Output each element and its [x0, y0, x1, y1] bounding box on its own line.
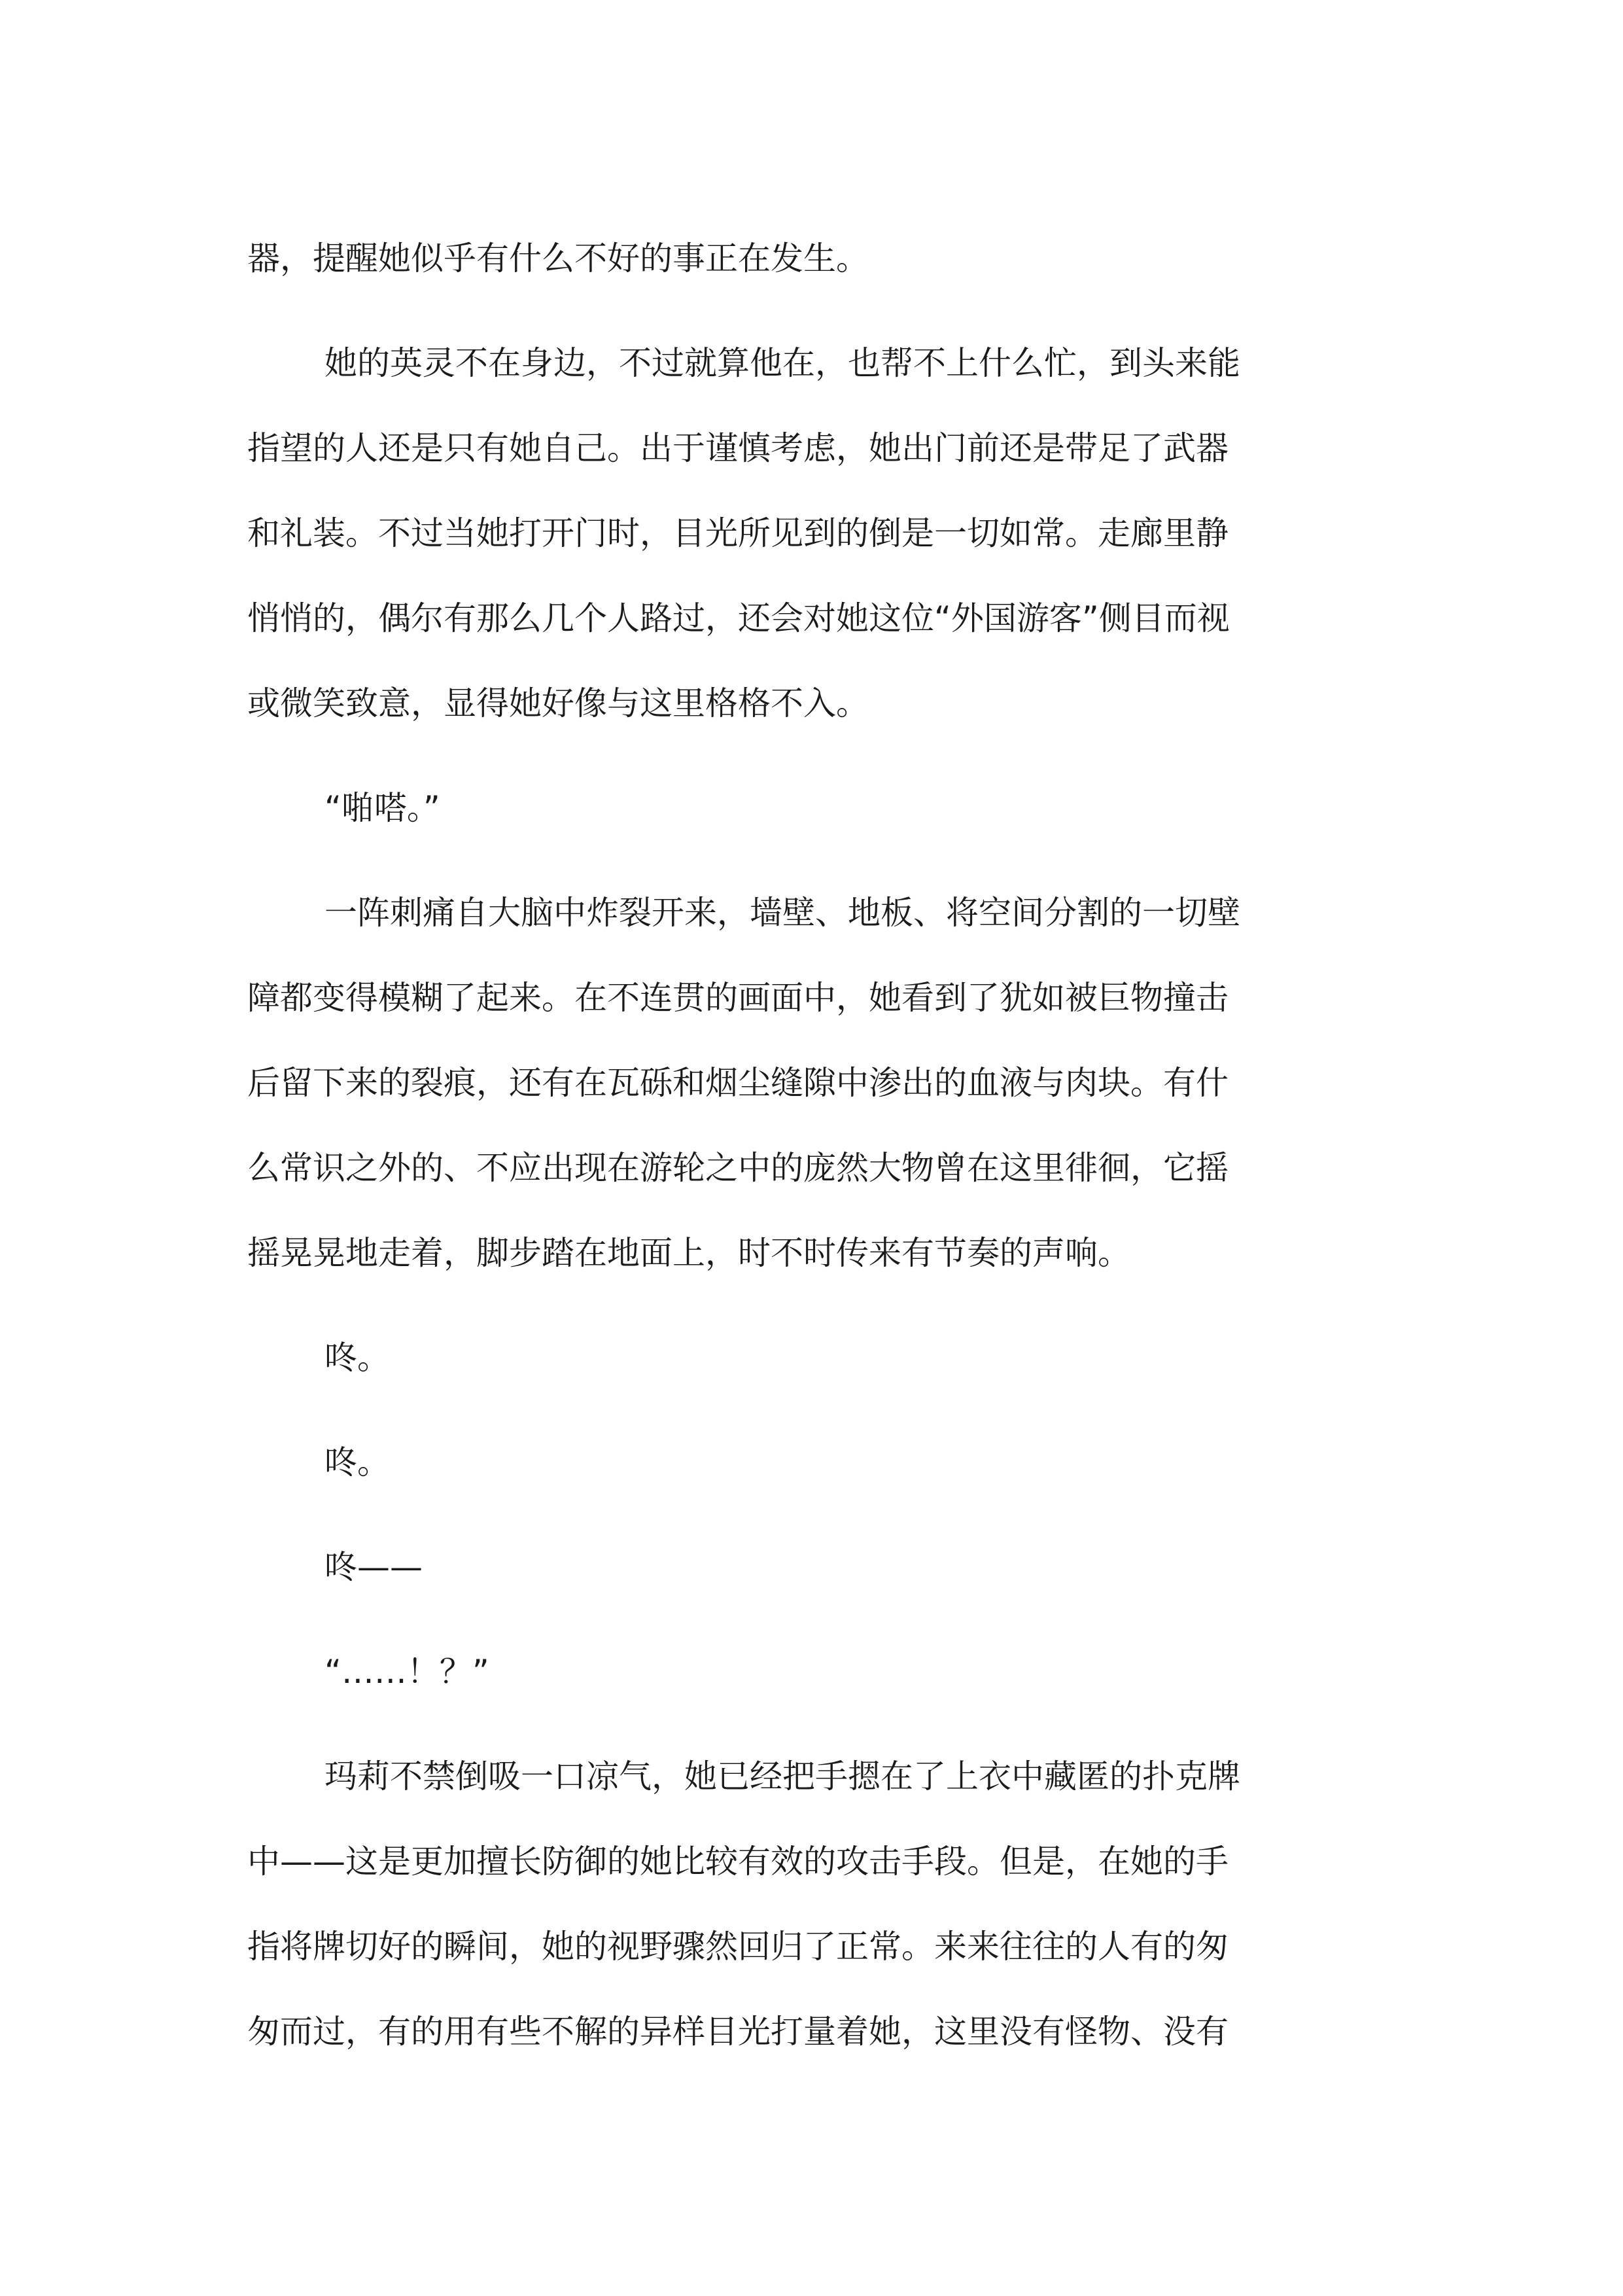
- paragraph-line: 后留下来的裂痕，还有在瓦砾和烟尘缝隙中渗出的血液与肉块。有什: [247, 1064, 1229, 1102]
- paragraph-line: 咚。: [324, 1443, 390, 1481]
- paragraph-line: 或微笑致意，显得她好像与这里格格不入。: [247, 684, 869, 722]
- paragraph-line: 咚——: [324, 1548, 423, 1586]
- paragraph-line: 匆而过，有的用有些不解的异样目光打量着她，这里没有怪物、没有: [247, 2013, 1229, 2051]
- paragraph-line: 指望的人还是只有她自己。出于谨慎考虑，她出门前还是带足了武器: [247, 429, 1229, 467]
- paragraph-line: 摇晃晃地走着，脚步踏在地面上，时不时传来有节奏的声响。: [247, 1234, 1130, 1272]
- paragraph-line: 玛莉不禁倒吸一口凉气，她已经把手摁在了上衣中藏匿的扑克牌: [324, 1757, 1240, 1795]
- paragraph-line: 么常识之外的、不应出现在游轮之中的庞然大物曾在这里徘徊，它摇: [247, 1149, 1229, 1187]
- paragraph-line: 一阵刺痛自大脑中炸裂开来，墙壁、地板、将空间分割的一切壁: [324, 894, 1240, 932]
- paragraph-line: 她的英灵不在身边，不过就算他在，也帮不上什么忙，到头来能: [324, 344, 1240, 382]
- paragraph-line: 障都变得模糊了起来。在不连贯的画面中，她看到了犹如被巨物撞击: [247, 979, 1229, 1017]
- paragraph-line: “……！？”: [324, 1653, 489, 1691]
- paragraph-line: 中——这是更加擅长防御的她比较有效的攻击手段。但是，在她的手: [247, 1843, 1229, 1881]
- body-text: [247, 216, 1268, 2074]
- paragraph-line: 指将牌切好的瞬间，她的视野骤然回归了正常。来来往往的人有的匆: [247, 1928, 1229, 1966]
- paragraph-line: “啪嗒。”: [324, 789, 440, 827]
- paragraph-line: 咚。: [324, 1339, 390, 1377]
- paragraph-line: 和礼装。不过当她打开门时，目光所见到的倒是一切如常。走廊里静: [247, 514, 1229, 552]
- paragraph-line: 器，提醒她似乎有什么不好的事正在发生。: [247, 239, 869, 277]
- paragraph-line: 悄悄的，偶尔有那么几个人路过，还会对她这位“外国游客”侧目而视: [247, 599, 1230, 637]
